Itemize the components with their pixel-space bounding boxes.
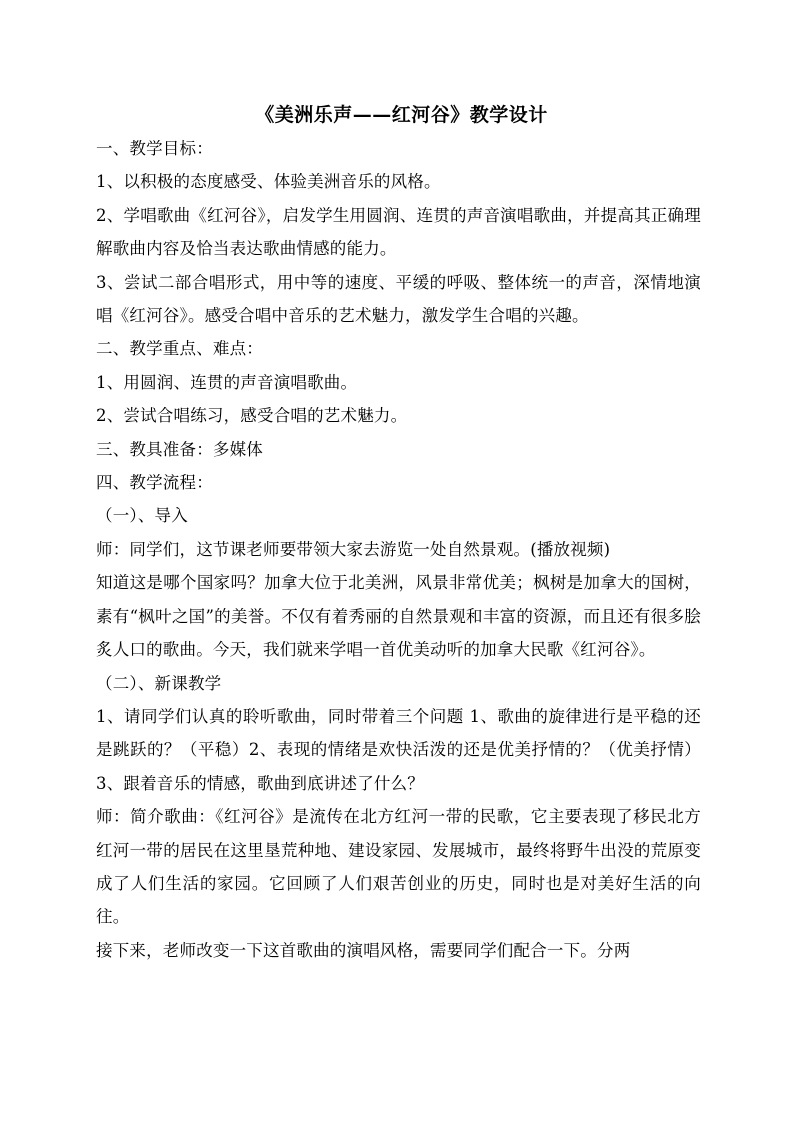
- new-lesson-paragraph-3: 接下来，老师改变一下这首歌曲的演唱风格，需要同学们配合一下。分两: [96, 940, 631, 960]
- section-teaching-tools: 三、教具准备：多媒体: [96, 439, 263, 459]
- subsection-heading-intro: （一）、导入: [96, 506, 188, 526]
- intro-paragraph-2: 知道这是哪个国家吗？加拿大位于北美洲，风景非常优美；枫树是加拿大的国树，素有“枫叶之国”的美誉。不仅有着秀丽的自然景观和丰富的资源，而且还有很多脍炙人口的歌曲。今天，我们就来学唱一首优美动听的加拿大民歌《红河谷》。: [96, 573, 701, 660]
- subsection-heading-new-lesson: （二）、新课教学: [96, 673, 222, 693]
- document-title: 《美洲乐声——红河谷》教学设计: [255, 104, 548, 126]
- key-point-2: 2、尝试合唱练习，感受合唱的艺术魅力。: [96, 406, 408, 426]
- section-heading-goals: 一、教学目标：: [96, 139, 213, 158]
- intro-paragraph-1: 师：同学们，这节课老师要带领大家去游览一处自然景观。(播放视频): [96, 539, 611, 559]
- new-lesson-paragraph-1: 1、请同学们认真的聆听歌曲，同时带着三个问题 1、歌曲的旋律进行是平稳的还是跳跃的？（平稳）2、表现的情绪是欢快活泼的还是优美抒情的？（优美抒情）3、跟着音乐的情感，歌曲到底讲述了什么？: [96, 706, 701, 793]
- goal-item-3: 3、尝试二部合唱形式，用中等的速度、平缓的呼吸、整体统一的声音，深情地演唱《红河谷》。感受合唱中音乐的艺术魅力，激发学生合唱的兴趣。: [96, 272, 701, 326]
- section-heading-key-points: 二、教学重点、难点：: [96, 339, 263, 359]
- goal-item-1: 1、以积极的态度感受、体验美洲音乐的风格。: [96, 172, 441, 192]
- document-page: [96, 98, 701, 967]
- section-heading-process: 四、教学流程：: [96, 473, 213, 493]
- goal-item-2: 2、学唱歌曲《红河谷》，启发学生用圆润、连贯的声音演唱歌曲，并提高其正确理解歌曲内容及恰当表达歌曲情感的能力。: [96, 205, 701, 259]
- key-point-1: 1、用圆润、连贯的声音演唱歌曲。: [96, 372, 358, 392]
- new-lesson-paragraph-2: 师：简介歌曲：《红河谷》是流传在北方红河一带的民歌，它主要表现了移民北方红河一带的居民在这里垦荒种地、建设家园、发展城市，最终将野牛出没的荒原变成了人们生活的家园。它回顾了人们艰苦创业的历史，同时也是对美好生活的向往。: [96, 807, 701, 927]
